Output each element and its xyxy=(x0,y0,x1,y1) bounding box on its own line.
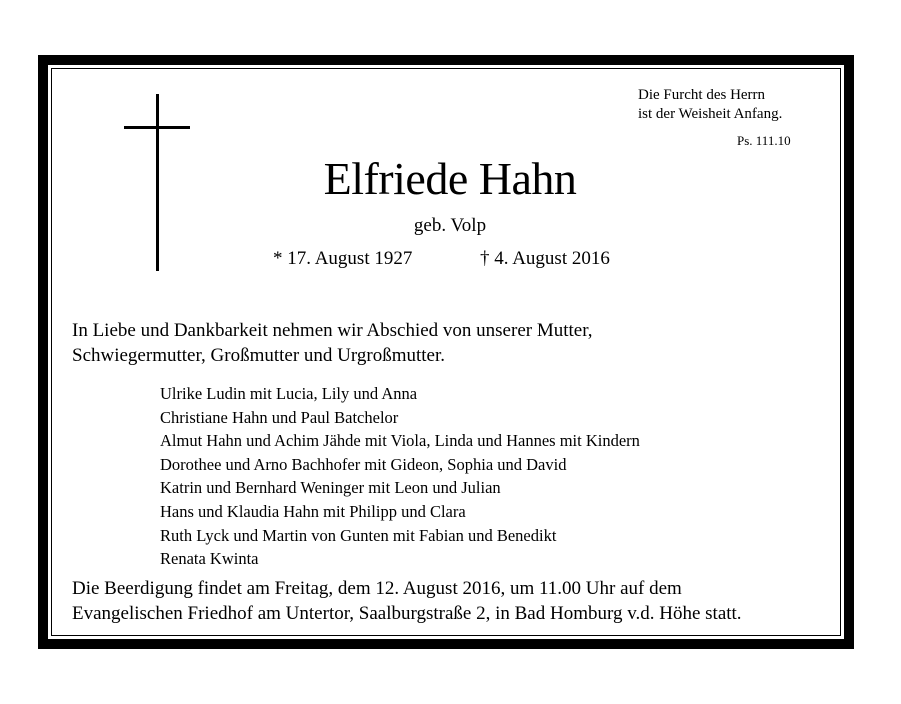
mourner-entry: Renata Kwinta xyxy=(160,549,259,569)
bible-verse-line-2: ist der Weisheit Anfang. xyxy=(638,106,783,122)
birth-date: * 17. August 1927 xyxy=(273,248,413,269)
mourner-entry: Almut Hahn und Achim Jähde mit Viola, Linda und Hannes mit Kindern xyxy=(160,431,640,451)
funeral-details-line-2: Evangelischen Friedhof am Untertor, Saalburgstraße 2, in Bad Homburg v.d. Höhe statt. xyxy=(72,603,742,624)
mourner-entry: Dorothee und Arno Bachhofer mit Gideon, Sophia und David xyxy=(160,454,567,474)
mourner-entry: Christiane Hahn und Paul Batchelor xyxy=(160,407,399,427)
bible-verse-reference: Ps. 111.10 xyxy=(737,133,791,148)
deceased-name: Elfriede Hahn xyxy=(323,153,577,204)
mourner-entry: Hans und Klaudia Hahn mit Philipp und Clara xyxy=(160,501,466,521)
mourner-entry: Katrin und Bernhard Weninger mit Leon und Julian xyxy=(160,478,501,498)
death-date: † 4. August 2016 xyxy=(480,248,610,269)
bible-verse xyxy=(638,86,838,124)
cross-icon-vertical-bar xyxy=(156,94,159,271)
funeral-details xyxy=(72,576,842,626)
mourner-entry: Ulrike Ludin mit Lucia, Lily und Anna xyxy=(160,384,418,403)
mourners-list xyxy=(160,382,810,571)
funeral-details-line-1: Die Beerdigung findet am Freitag, dem 12. August 2016, um 11.00 Uhr auf dem xyxy=(72,578,682,599)
maiden-name: geb. Volp xyxy=(413,215,487,236)
farewell-text-line-2: Schwiegermutter, Großmutter und Urgroßmutter. xyxy=(72,345,446,366)
bible-verse-line-1: Die Furcht des Herrn xyxy=(638,87,766,103)
farewell-text-line-1: In Liebe und Dankbarkeit nehmen wir Abschied von unserer Mutter, xyxy=(72,320,593,341)
cross-icon-horizontal-bar xyxy=(124,126,190,129)
mourner-entry: Ruth Lyck und Martin von Gunten mit Fabian und Benedikt xyxy=(160,525,557,545)
farewell-text xyxy=(72,318,812,368)
